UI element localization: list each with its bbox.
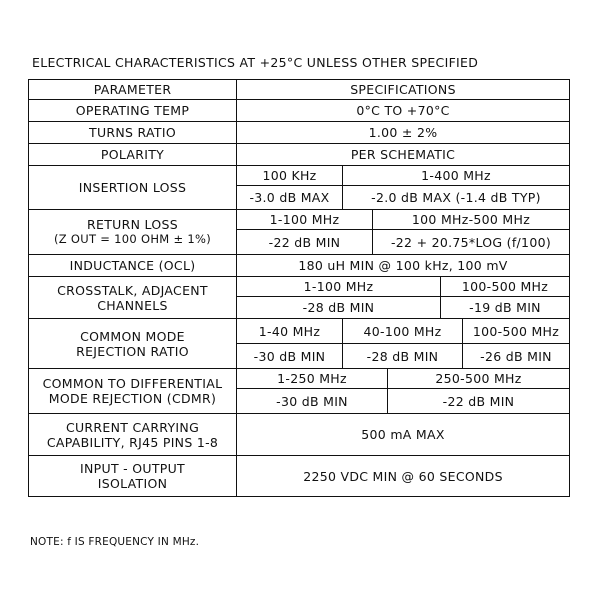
return-loss-value-2: -22 + 20.75*LOG (f/100) (373, 230, 570, 255)
crosstalk-band-1: 1-100 MHz (237, 277, 441, 297)
param-common-mode-rejection (29, 319, 237, 369)
return-loss-value-1: -22 dB MIN (237, 230, 373, 255)
crosstalk-band-2: 100-500 MHz (441, 277, 570, 297)
param-cdmr-line2: MODE REJECTION (CDMR) (48, 391, 217, 406)
insertion-loss-value-1: -3.0 dB MAX (237, 186, 343, 210)
param-turns-ratio: TURNS RATIO (29, 122, 237, 144)
cdmr-value-2: -22 dB MIN (388, 389, 570, 414)
param-cmrr-line2: REJECTION RATIO (76, 343, 189, 359)
cmrr-band-1: 1-40 MHz (237, 319, 343, 344)
insertion-loss-band-2: 1-400 MHz (343, 166, 570, 186)
param-polarity: POLARITY (29, 144, 237, 166)
param-cdmr (29, 369, 237, 414)
param-isolation (29, 456, 237, 497)
electrical-characteristics-table (28, 79, 570, 497)
param-isolation-line1: INPUT - OUTPUT (80, 461, 185, 476)
value-isolation: 2250 VDC MIN @ 60 SECONDS (237, 456, 570, 497)
header-parameter: PARAMETER (29, 80, 237, 100)
table-row (29, 166, 570, 186)
cmrr-value-3: -26 dB MIN (463, 344, 570, 369)
param-current-carrying (29, 414, 237, 456)
table-row (29, 319, 570, 344)
value-inductance: 180 uH MIN @ 100 kHz, 100 mV (237, 255, 570, 277)
cdmr-band-2: 250-500 MHz (388, 369, 570, 389)
return-loss-band-2: 100 MHz-500 MHz (373, 210, 570, 230)
insertion-loss-band-1: 100 KHz (237, 166, 343, 186)
table-row (29, 456, 570, 497)
cmrr-value-2: -28 dB MIN (343, 344, 463, 369)
cdmr-band-1: 1-250 MHz (237, 369, 388, 389)
param-inductance: INDUCTANCE (OCL) (29, 255, 237, 277)
footnote: NOTE: f IS FREQUENCY IN MHz. (30, 536, 200, 548)
value-polarity: PER SCHEMATIC (237, 144, 570, 166)
param-return-loss (29, 210, 237, 255)
param-current-line2: CAPABILITY, RJ45 PINS 1-8 (46, 434, 219, 450)
cmrr-band-2: 40-100 MHz (343, 319, 463, 344)
param-crosstalk (29, 277, 237, 319)
value-turns-ratio: 1.00 ± 2% (237, 122, 570, 144)
param-operating-temp: OPERATING TEMP (29, 100, 237, 122)
table-row (29, 210, 570, 230)
header-row (29, 80, 570, 100)
document-title: ELECTRICAL CHARACTERISTICS AT +25°C UNLESS OTHER SPECIFIED (32, 55, 479, 70)
param-isolation-line2: ISOLATION (97, 476, 168, 491)
table-row (29, 277, 570, 297)
param-return-loss-line2: (Z OUT = 100 OHM ± 1%) (54, 232, 211, 246)
table-row (29, 100, 570, 122)
param-return-loss-line1: RETURN LOSS (87, 217, 178, 232)
table-row (29, 144, 570, 166)
param-current-line1: CURRENT CARRYING (65, 419, 200, 435)
param-insertion-loss: INSERTION LOSS (29, 166, 237, 210)
table-row (29, 255, 570, 277)
param-crosstalk-line2: CHANNELS (97, 297, 168, 313)
cdmr-value-1: -30 dB MIN (237, 389, 388, 414)
header-specifications: SPECIFICATIONS (237, 80, 570, 100)
return-loss-band-1: 1-100 MHz (237, 210, 373, 230)
crosstalk-value-2: -19 dB MIN (441, 297, 570, 319)
cmrr-band-3: 100-500 MHz (463, 319, 570, 344)
value-current-carrying: 500 mA MAX (237, 414, 570, 456)
value-operating-temp: 0°C TO +70°C (237, 100, 570, 122)
param-cdmr-line1: COMMON TO DIFFERENTIAL (42, 376, 223, 391)
table-row (29, 369, 570, 389)
table-row (29, 122, 570, 144)
param-cmrr-line1: COMMON MODE (80, 328, 185, 344)
crosstalk-value-1: -28 dB MIN (237, 297, 441, 319)
insertion-loss-value-2: -2.0 dB MAX (-1.4 dB TYP) (343, 186, 570, 210)
cmrr-value-1: -30 dB MIN (237, 344, 343, 369)
table-row (29, 414, 570, 456)
param-crosstalk-line1: CROSSTALK, ADJACENT (57, 282, 208, 298)
